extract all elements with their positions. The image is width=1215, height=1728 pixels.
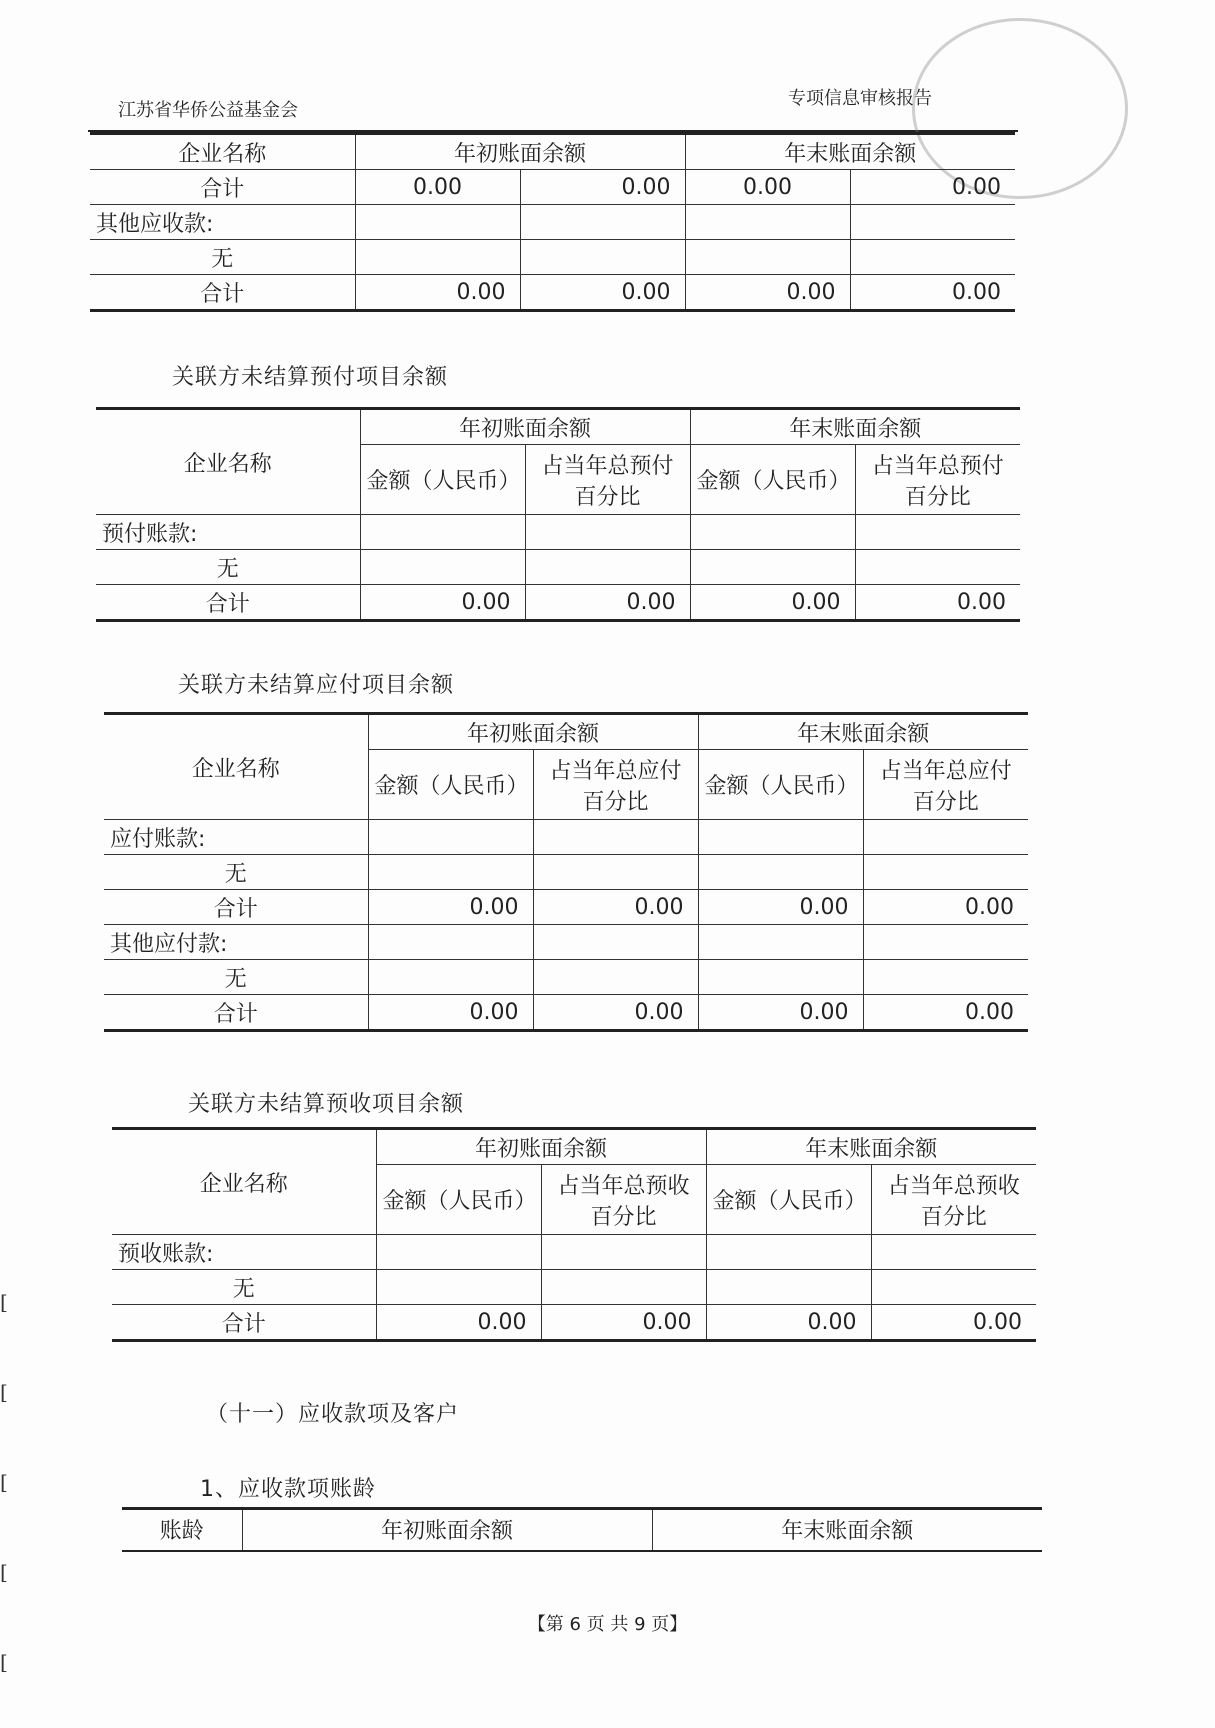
col-ending-balance: 年末账面余额 [652, 1509, 1042, 1551]
cell-value: 0.00 [360, 585, 525, 621]
col-beginning-balance: 年初账面余额 [360, 409, 690, 445]
section-title-advance: 关联方未结算预收项目余额 [188, 1092, 465, 1117]
col-beginning-balance: 年初账面余额 [368, 714, 698, 750]
cell-value: 0.00 [376, 1305, 541, 1341]
binding-mark: [ [0, 1560, 8, 1584]
cell-value: 0.00 [698, 995, 863, 1031]
row-label: 合计 [90, 275, 355, 311]
cell-value [520, 205, 685, 240]
cell-value: 0.00 [706, 1305, 871, 1341]
prepaid-balance-table [96, 407, 1020, 622]
table-header-row [112, 1129, 1036, 1165]
cell-value [541, 1270, 706, 1305]
cell-value [533, 855, 698, 890]
binding-mark: [ [0, 1290, 8, 1314]
cell-value [368, 960, 533, 995]
cell-value [376, 1270, 541, 1305]
cell-value: 0.00 [368, 995, 533, 1031]
table-header-row [90, 134, 1015, 170]
cell-value: 0.00 [685, 170, 850, 205]
table-row [104, 820, 1028, 855]
cell-value [368, 925, 533, 960]
cell-value [360, 515, 525, 550]
col-company-name: 企业名称 [104, 714, 368, 820]
cell-value [871, 1235, 1036, 1270]
cell-value: 0.00 [525, 585, 690, 621]
cell-value: 0.00 [863, 995, 1028, 1031]
section-title-prepaid: 关联方未结算预付项目余额 [172, 365, 449, 390]
col-beginning-balance: 年初账面余额 [355, 134, 685, 170]
cell-value [368, 820, 533, 855]
table-row [104, 890, 1028, 925]
cell-value [871, 1270, 1036, 1305]
cell-value [706, 1270, 871, 1305]
cell-value: 0.00 [871, 1305, 1036, 1341]
row-label: 合计 [104, 890, 368, 925]
table-row [104, 855, 1028, 890]
cell-value: 0.00 [541, 1305, 706, 1341]
table-row [112, 1270, 1036, 1305]
cell-value [855, 515, 1020, 550]
col-amount: 金额（人民币） [698, 750, 863, 820]
col-amount: 金额（人民币） [360, 445, 525, 515]
table-header-row [96, 409, 1020, 445]
section-title-payable: 关联方未结算应付项目余额 [178, 673, 455, 698]
table-row [90, 205, 1015, 240]
row-label: 合计 [96, 585, 360, 621]
row-label: 无 [112, 1270, 376, 1305]
table-row [96, 585, 1020, 621]
table-row [112, 1305, 1036, 1341]
cell-value [855, 550, 1020, 585]
binding-mark: [ [0, 1650, 8, 1674]
col-amount: 金额（人民币） [368, 750, 533, 820]
cell-value [863, 925, 1028, 960]
payable-balance-table [104, 712, 1028, 1032]
cell-value [525, 550, 690, 585]
subheading-receivable-aging: 1、应收款项账龄 [200, 1477, 376, 1502]
col-ending-balance: 年末账面余额 [685, 134, 1015, 170]
row-label: 其他应收款: [90, 205, 355, 240]
cell-value [376, 1235, 541, 1270]
cell-value [698, 925, 863, 960]
cell-value [863, 820, 1028, 855]
col-company-name: 企业名称 [112, 1129, 376, 1235]
row-label: 预收账款: [112, 1235, 376, 1270]
cell-value [863, 855, 1028, 890]
col-company-name: 企业名称 [90, 134, 355, 170]
row-label: 无 [104, 960, 368, 995]
row-label: 合计 [112, 1305, 376, 1341]
cell-value: 0.00 [698, 890, 863, 925]
cell-value [698, 960, 863, 995]
col-ending-balance: 年末账面余额 [690, 409, 1020, 445]
cell-value: 0.00 [533, 995, 698, 1031]
cell-value [355, 240, 520, 275]
cell-value [690, 550, 855, 585]
cell-value [360, 550, 525, 585]
col-percentage: 占当年总预收百分比 [541, 1165, 706, 1235]
cell-value: 0.00 [850, 275, 1015, 311]
table-row [104, 960, 1028, 995]
cell-value [520, 240, 685, 275]
advance-receipt-balance-table [112, 1127, 1036, 1342]
cell-value: 0.00 [520, 275, 685, 311]
cell-value [850, 240, 1015, 275]
binding-mark: [ [0, 1380, 8, 1404]
table-row [90, 240, 1015, 275]
cell-value [533, 820, 698, 855]
cell-value [533, 925, 698, 960]
cell-value: 0.00 [850, 170, 1015, 205]
cell-value [685, 240, 850, 275]
cell-value [525, 515, 690, 550]
col-ending-balance: 年末账面余额 [706, 1129, 1036, 1165]
table-header-row [104, 714, 1028, 750]
table-row [96, 550, 1020, 585]
cell-value: 0.00 [855, 585, 1020, 621]
cell-value: 0.00 [368, 890, 533, 925]
cell-value [850, 205, 1015, 240]
row-label: 无 [104, 855, 368, 890]
section-heading-receivables: （十一）应收款项及客户 [206, 1402, 460, 1427]
cell-value [690, 515, 855, 550]
col-percentage: 占当年总预付百分比 [855, 445, 1020, 515]
table-header-row [122, 1509, 1042, 1551]
col-amount: 金额（人民币） [376, 1165, 541, 1235]
table-row [112, 1235, 1036, 1270]
cell-value [863, 960, 1028, 995]
cell-value: 0.00 [520, 170, 685, 205]
row-label: 应付账款: [104, 820, 368, 855]
receivable-aging-table [122, 1507, 1042, 1552]
row-label: 合计 [90, 170, 355, 205]
col-percentage: 占当年总预付百分比 [525, 445, 690, 515]
cell-value [698, 820, 863, 855]
row-label: 预付账款: [96, 515, 360, 550]
cell-value [541, 1235, 706, 1270]
cell-value [368, 855, 533, 890]
cell-value: 0.00 [355, 275, 520, 311]
row-label: 合计 [104, 995, 368, 1031]
cell-value: 0.00 [533, 890, 698, 925]
report-title: 专项信息审核报告 [788, 88, 932, 109]
col-company-name: 企业名称 [96, 409, 360, 515]
table-row [104, 925, 1028, 960]
col-beginning-balance: 年初账面余额 [242, 1509, 652, 1551]
binding-mark: [ [0, 1470, 8, 1494]
row-label: 无 [96, 550, 360, 585]
cell-value: 0.00 [685, 275, 850, 311]
cell-value [698, 855, 863, 890]
related-party-receivable-table [90, 132, 1015, 312]
col-amount: 金额（人民币） [690, 445, 855, 515]
table-row [104, 995, 1028, 1031]
cell-value [533, 960, 698, 995]
cell-value [685, 205, 850, 240]
table-row [96, 515, 1020, 550]
row-label: 无 [90, 240, 355, 275]
col-beginning-balance: 年初账面余额 [376, 1129, 706, 1165]
col-percentage: 占当年总预收百分比 [871, 1165, 1036, 1235]
cell-value [355, 205, 520, 240]
col-percentage: 占当年总应付百分比 [533, 750, 698, 820]
cell-value: 0.00 [690, 585, 855, 621]
cell-value: 0.00 [355, 170, 520, 205]
table-row [90, 275, 1015, 311]
cell-value: 0.00 [863, 890, 1028, 925]
col-aging: 账龄 [122, 1509, 242, 1551]
row-label: 其他应付款: [104, 925, 368, 960]
cell-value [706, 1235, 871, 1270]
col-amount: 金额（人民币） [706, 1165, 871, 1235]
col-ending-balance: 年末账面余额 [698, 714, 1028, 750]
table-row [90, 170, 1015, 205]
organization-name: 江苏省华侨公益基金会 [118, 100, 298, 121]
col-percentage: 占当年总应付百分比 [863, 750, 1028, 820]
page-number: 【第 6 页 共 9 页】 [527, 1614, 688, 1635]
